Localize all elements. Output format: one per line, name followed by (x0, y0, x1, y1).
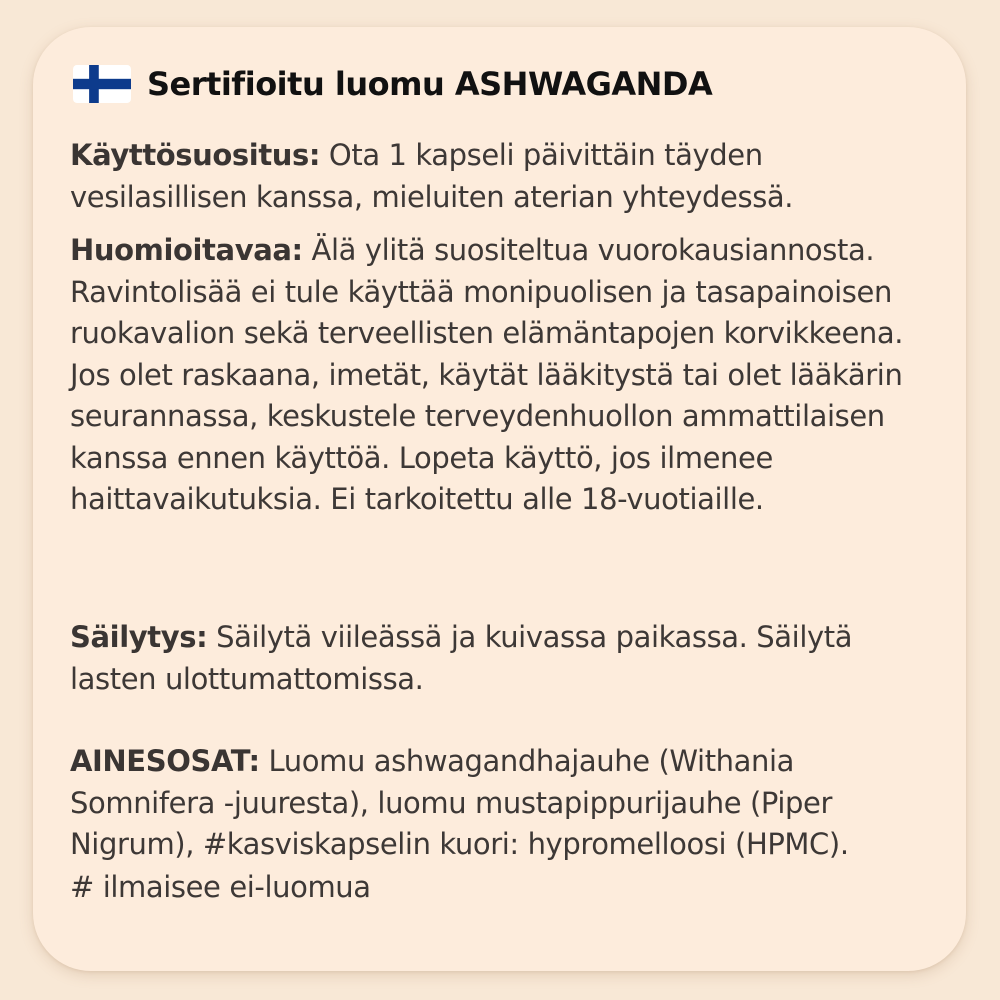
ingredients-text: Luomu ashwagandhajauhe (Withania Somnifera -juuresta), luomu mustapippurijauhe (Piper Nigrum), #kasviskapselin kuori: hypromelloosi (HPMC). (70, 744, 849, 861)
storage-label: Säilytys: (70, 620, 208, 654)
usage-section (70, 135, 910, 218)
storage-text: Säilytä viileässä ja kuivassa paikassa. Säilytä lasten ulottumattomissa. (70, 620, 853, 696)
ingredients-section (70, 741, 910, 866)
warnings-section (70, 230, 910, 521)
ingredients-label: AINESOSAT: (70, 744, 260, 778)
usage-text: Ota 1 kapseli päivittäin täyden vesilasillisen kanssa, mieluiten aterian yhteydessä. (70, 138, 794, 214)
warnings-label: Huomioitavaa: (70, 233, 303, 267)
non-organic-note: # ilmaisee ei-luomua (70, 870, 371, 904)
storage-section (70, 617, 910, 700)
finland-flag-icon (73, 65, 131, 103)
info-card (33, 27, 966, 971)
page-title: Sertifioitu luomu ASHWAGANDA (147, 65, 713, 103)
card-header (73, 65, 712, 103)
usage-label: Käyttösuositus: (70, 138, 321, 172)
warnings-text: Älä ylitä suositeltua vuorokausiannosta. Ravintolisää ei tule käyttää monipuolisen ja tasapainoisen ruokavalion sekä terveellisten elämäntapojen korvikkeena. Jos olet raskaana, imetät, käytät lääkitystä tai olet lääkärin seurannassa, keskustele terveydenhuollon ammattilaisen kanssa ennen käyttöä. Lopeta käyttö, jos ilmenee haittavaikutuksia. Ei tarkoitettu alle 18-vuotiaille. (70, 233, 904, 516)
